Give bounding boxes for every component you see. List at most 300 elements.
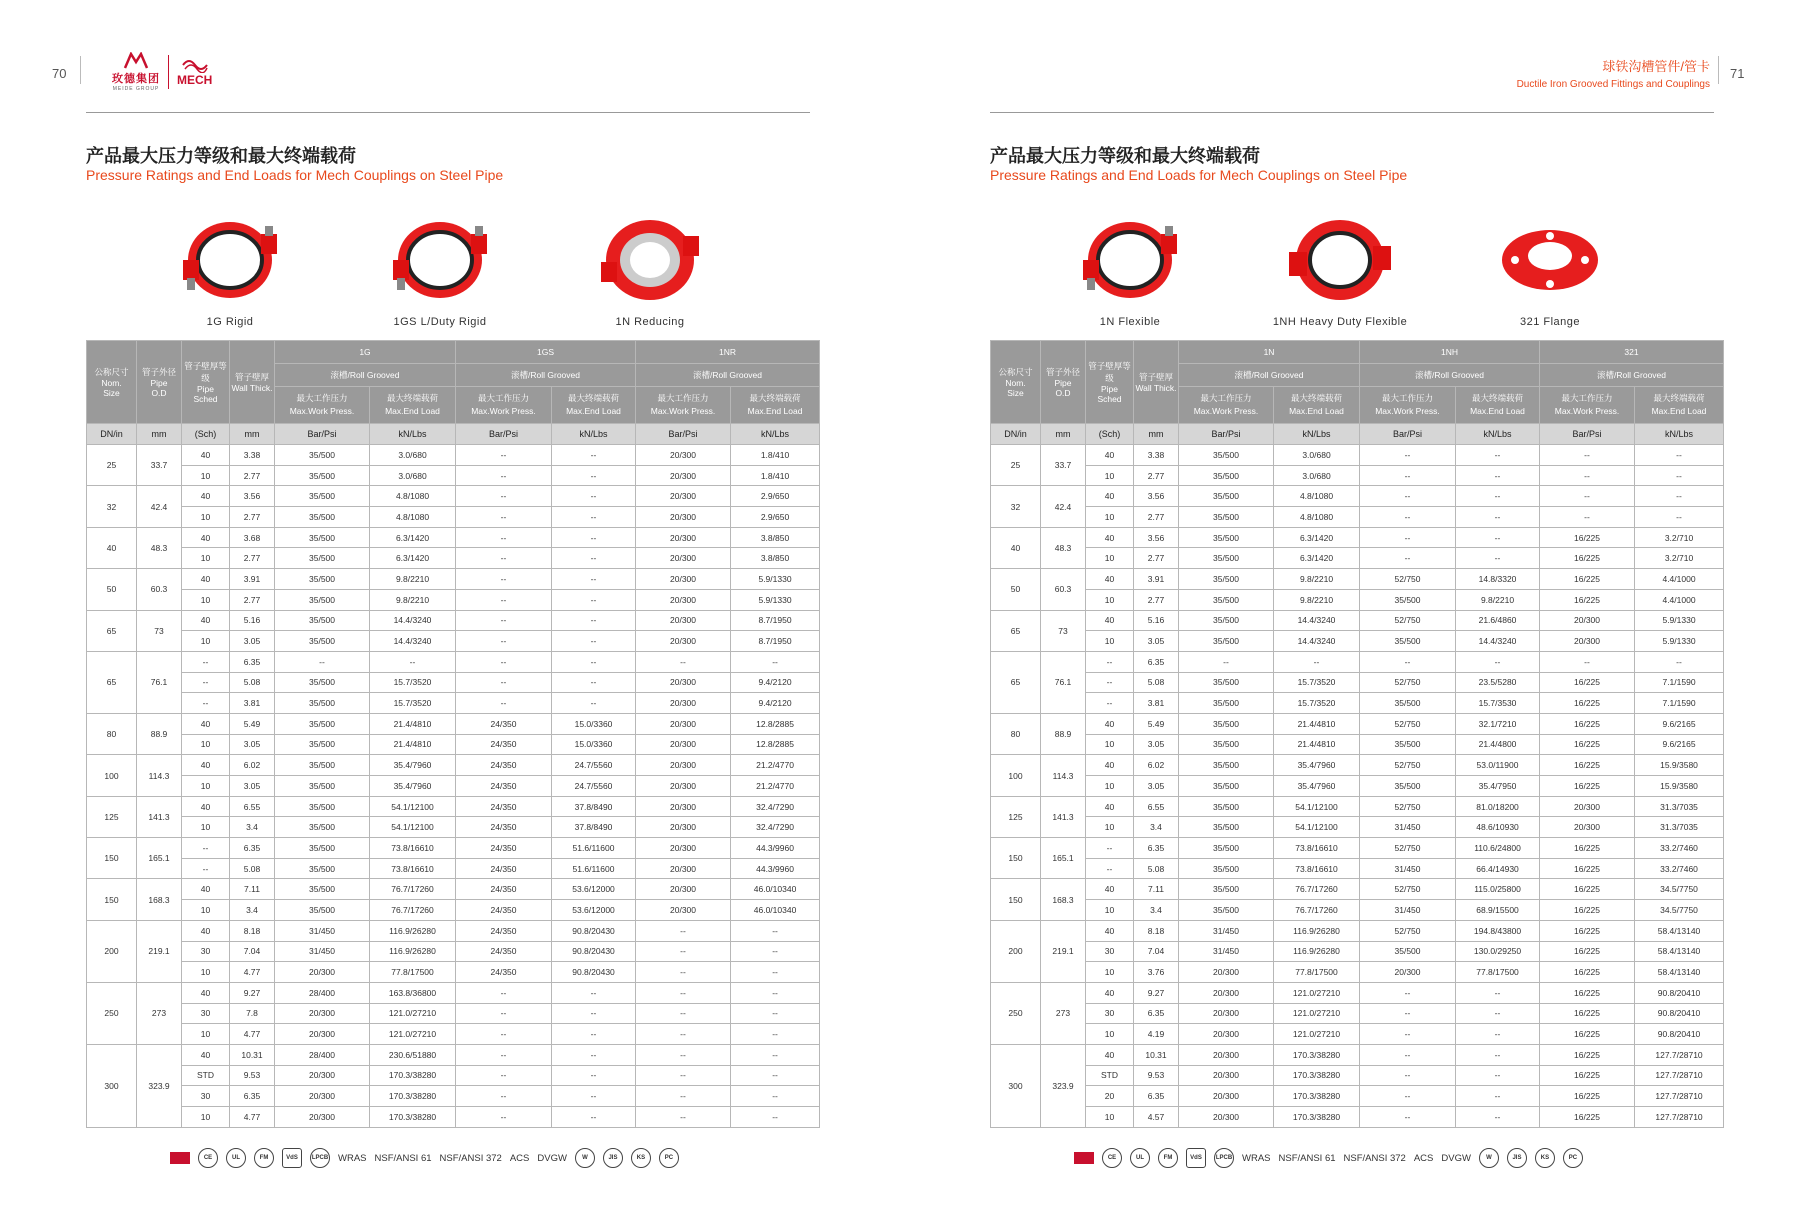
cell-nom-size: 40	[87, 527, 137, 568]
table-cell: 16/225	[1540, 693, 1635, 714]
table-cell: 31.3/7035	[1635, 796, 1724, 817]
unit-cell: Bar/Psi	[636, 424, 731, 445]
cell-nom-size: 100	[87, 755, 137, 796]
table-cell: --	[552, 465, 636, 486]
table-cell: 9.6/2165	[1635, 734, 1724, 755]
header-rule	[990, 112, 1714, 113]
table-cell: 10	[1086, 631, 1134, 652]
coupling-image	[1270, 210, 1410, 310]
table-cell: 40	[182, 982, 230, 1003]
table-cell: 170.3/38280	[1274, 1086, 1360, 1107]
table-cell: 73.8/16610	[1274, 838, 1360, 859]
table-cell: 24/350	[456, 713, 552, 734]
table-cell: 170.3/38280	[370, 1107, 456, 1128]
col-max-load: 最大终端载荷 Max.End Load	[552, 387, 636, 424]
table-body	[87, 445, 820, 1128]
table-cell: 16/225	[1540, 776, 1635, 797]
table-cell: 40	[182, 713, 230, 734]
group-header: 1NR	[636, 341, 820, 364]
table-cell: 40	[1086, 755, 1134, 776]
coupling-image	[1060, 210, 1200, 310]
table-cell: 40	[1086, 445, 1134, 466]
cell-pipe-od: 73	[137, 610, 182, 651]
mech-wave-icon	[181, 57, 209, 73]
table-row	[87, 1044, 820, 1065]
table-cell: --	[1635, 651, 1724, 672]
table-cell: 52/750	[1360, 796, 1456, 817]
table-cell: --	[636, 1003, 731, 1024]
table-cell: 20/300	[636, 610, 731, 631]
col-max-press: 最大工作压力 Max.Work Press.	[1179, 387, 1274, 424]
table-cell: 2.9/650	[731, 507, 820, 528]
table-cell: 16/225	[1540, 1065, 1635, 1086]
heavy-coupling-icon	[1285, 212, 1395, 308]
group-header: 1NH	[1360, 341, 1540, 364]
table-row	[87, 962, 820, 983]
divider	[1718, 56, 1719, 84]
table-cell: 15.9/3580	[1635, 755, 1724, 776]
table-row	[87, 817, 820, 838]
cell-pipe-od: 168.3	[1041, 879, 1086, 920]
unit-cell: kN/Lbs	[1635, 424, 1724, 445]
table-cell: 54.1/12100	[370, 796, 456, 817]
table-cell: --	[552, 1107, 636, 1128]
table-cell: 5.08	[230, 672, 275, 693]
table-cell: --	[636, 1107, 731, 1128]
table-cell: 35/500	[1179, 527, 1274, 548]
cell-pipe-od: 48.3	[137, 527, 182, 568]
table-cell: 20/300	[636, 776, 731, 797]
table-cell: 10	[182, 962, 230, 983]
coupling-icon	[1075, 212, 1185, 308]
table-cell: 21.6/4860	[1456, 610, 1540, 631]
cell-pipe-od: 88.9	[1041, 713, 1086, 754]
table-row	[991, 982, 1724, 1003]
cell-nom-size: 80	[87, 713, 137, 754]
table-cell: 3.4	[1134, 900, 1179, 921]
table-cell: 35/500	[1179, 796, 1274, 817]
table-cell: 2.77	[230, 507, 275, 528]
cell-nom-size: 65	[991, 610, 1041, 651]
certification-mark: VdS	[1186, 1148, 1206, 1168]
table-cell: 35/500	[1179, 838, 1274, 859]
table-cell: 4.57	[1134, 1107, 1179, 1128]
table-cell: --	[1456, 651, 1540, 672]
certification-mark: JIS	[603, 1148, 623, 1168]
coupling-image	[580, 210, 720, 310]
table-cell: 53.0/11900	[1456, 755, 1540, 776]
table-cell: 116.9/26280	[1274, 941, 1360, 962]
cell-nom-size: 200	[991, 920, 1041, 982]
logo-mark-icon	[170, 1152, 190, 1164]
table-cell: 24.7/5560	[552, 755, 636, 776]
cell-pipe-od: 219.1	[137, 920, 182, 982]
table-cell: 24/350	[456, 755, 552, 776]
table-cell: 4.8/1080	[370, 507, 456, 528]
table-cell: 5.16	[1134, 610, 1179, 631]
table-row	[87, 1107, 820, 1128]
table-cell: 10	[1086, 1024, 1134, 1045]
table-row	[991, 755, 1724, 776]
col-max-press: 最大工作压力 Max.Work Press.	[636, 387, 731, 424]
table-cell: 3.4	[230, 817, 275, 838]
cell-nom-size: 250	[991, 982, 1041, 1044]
table-cell: 15.7/3520	[1274, 693, 1360, 714]
table-cell: --	[1635, 507, 1724, 528]
table-cell: 4.77	[230, 1024, 275, 1045]
table-cell: 35/500	[275, 755, 370, 776]
cell-pipe-od: 141.3	[137, 796, 182, 837]
table-cell: 35/500	[275, 610, 370, 631]
certification-mark: NSF/ANSI 372	[439, 1152, 502, 1164]
table-cell: 15.0/3360	[552, 713, 636, 734]
table-cell: 16/225	[1540, 1003, 1635, 1024]
table-cell: 24/350	[456, 920, 552, 941]
table-cell: --	[731, 941, 820, 962]
table-cell: 20/300	[636, 631, 731, 652]
table-body	[991, 445, 1724, 1128]
table-cell: 16/225	[1540, 941, 1635, 962]
table-cell: --	[1360, 486, 1456, 507]
table-cell: 90.8/20430	[552, 962, 636, 983]
table-row	[87, 796, 820, 817]
table-row	[991, 796, 1724, 817]
table-row	[87, 610, 820, 631]
table-cell: 14.8/3320	[1456, 569, 1540, 590]
certification-mark: W	[1479, 1148, 1499, 1168]
table-cell: 40	[1086, 569, 1134, 590]
table-cell: 9.27	[1134, 982, 1179, 1003]
table-cell: --	[1456, 1024, 1540, 1045]
table-cell: 20/300	[636, 569, 731, 590]
roll-grooved-header: 滚槽/Roll Grooved	[636, 364, 820, 387]
table-cell: 30	[182, 1086, 230, 1107]
table-cell: 9.53	[230, 1065, 275, 1086]
table-cell: 32.1/7210	[1456, 713, 1540, 734]
table-cell: --	[1086, 651, 1134, 672]
col-max-load: 最大终端载荷 Max.End Load	[370, 387, 456, 424]
product-caption: 1N Flexible	[1099, 316, 1161, 328]
table-cell: 24/350	[456, 817, 552, 838]
table-cell: 16/225	[1540, 548, 1635, 569]
table-row	[991, 507, 1724, 528]
cell-nom-size: 50	[991, 569, 1041, 610]
table-cell: 194.8/43800	[1456, 920, 1540, 941]
page-number: 70	[52, 66, 67, 81]
table-cell: 6.35	[230, 1086, 275, 1107]
table-cell: 6.35	[1134, 651, 1179, 672]
table-cell: --	[731, 962, 820, 983]
table-cell: --	[456, 1086, 552, 1107]
table-cell: 16/225	[1540, 858, 1635, 879]
certification-mark: ACS	[509, 1152, 530, 1164]
table-cell: 8.7/1950	[731, 631, 820, 652]
table-cell: 20/300	[275, 1003, 370, 1024]
unit-cell: mm	[1041, 424, 1086, 445]
col-pipe-od: 管子外径 Pipe O.D	[1041, 341, 1086, 424]
table-cell: 52/750	[1360, 569, 1456, 590]
table-cell: 16/225	[1540, 755, 1635, 776]
col-max-press: 最大工作压力 Max.Work Press.	[1540, 387, 1635, 424]
table-cell: 35/500	[1179, 879, 1274, 900]
table-cell: 14.4/3240	[1456, 631, 1540, 652]
certification-mark: LPCB	[310, 1148, 330, 1168]
table-row	[991, 838, 1724, 859]
table-cell: 35/500	[1360, 941, 1456, 962]
table-cell: --	[1360, 507, 1456, 528]
table-cell: 52/750	[1360, 920, 1456, 941]
table-cell: 2.77	[230, 465, 275, 486]
certification-mark: PC	[1563, 1148, 1583, 1168]
table-cell: 3.38	[230, 445, 275, 466]
table-row	[991, 1003, 1724, 1024]
table-cell: 5.08	[1134, 672, 1179, 693]
table-cell: 2.77	[230, 589, 275, 610]
certification-mark: PC	[659, 1148, 679, 1168]
group-header: 1N	[1179, 341, 1360, 364]
table-row	[87, 838, 820, 859]
unit-cell: Bar/Psi	[1360, 424, 1456, 445]
table-cell: 6.35	[230, 651, 275, 672]
table-cell: 5.49	[1134, 713, 1179, 734]
roll-grooved-header: 滚槽/Roll Grooved	[1360, 364, 1540, 387]
table-cell: STD	[182, 1065, 230, 1086]
group-header: 1GS	[456, 341, 636, 364]
table-cell: 20/300	[636, 838, 731, 859]
table-row	[991, 445, 1724, 466]
table-cell: 20/300	[636, 713, 731, 734]
table-cell: --	[1360, 548, 1456, 569]
table-row	[991, 465, 1724, 486]
table-cell: --	[1360, 1003, 1456, 1024]
unit-cell: kN/Lbs	[552, 424, 636, 445]
table-cell: 40	[1086, 879, 1134, 900]
table-cell: 14.4/3240	[1274, 610, 1360, 631]
table-cell: 31/450	[275, 941, 370, 962]
table-cell: 90.8/20430	[552, 941, 636, 962]
table-cell: 20/300	[636, 900, 731, 921]
certification-mark: KS	[631, 1148, 651, 1168]
table-row	[87, 507, 820, 528]
table-cell: 121.0/27210	[1274, 982, 1360, 1003]
table-cell: 121.0/27210	[370, 1003, 456, 1024]
table-cell: --	[1456, 1086, 1540, 1107]
table-cell: 4.19	[1134, 1024, 1179, 1045]
divider	[80, 56, 81, 84]
table-cell: --	[731, 651, 820, 672]
table-cell: 35/500	[275, 569, 370, 590]
table-cell: 20/300	[1179, 962, 1274, 983]
table-cell: 16/225	[1540, 569, 1635, 590]
table-cell: 40	[182, 610, 230, 631]
table-cell: --	[1360, 1107, 1456, 1128]
table-cell: --	[1456, 982, 1540, 1003]
unit-cell: kN/Lbs	[1456, 424, 1540, 445]
unit-cell: Bar/Psi	[275, 424, 370, 445]
table-cell: --	[1456, 465, 1540, 486]
table-cell: --	[1360, 651, 1456, 672]
table-cell: 5.9/1330	[731, 589, 820, 610]
cell-pipe-od: 273	[1041, 982, 1086, 1044]
certification-mark: NSF/ANSI 372	[1343, 1152, 1406, 1164]
product-1g	[160, 210, 300, 328]
table-row	[991, 548, 1724, 569]
table-cell: 3.05	[1134, 776, 1179, 797]
table-cell: --	[1086, 838, 1134, 859]
table-cell: --	[731, 982, 820, 1003]
certification-mark: UL	[226, 1148, 246, 1168]
table-cell: 121.0/27210	[1274, 1003, 1360, 1024]
table-cell: 3.05	[1134, 631, 1179, 652]
table-cell: 24/350	[456, 941, 552, 962]
table-cell: --	[731, 1024, 820, 1045]
table-cell: 24/350	[456, 734, 552, 755]
table-cell: 127.7/28710	[1635, 1065, 1724, 1086]
table-cell: --	[552, 527, 636, 548]
table-cell: --	[1360, 445, 1456, 466]
cell-nom-size: 25	[87, 445, 137, 486]
table-cell: 6.55	[1134, 796, 1179, 817]
table-cell: 35/500	[1179, 858, 1274, 879]
table-cell: 14.4/3240	[370, 631, 456, 652]
table-cell: 3.8/850	[731, 527, 820, 548]
table-cell: --	[370, 651, 456, 672]
table-cell: 9.8/2210	[1456, 589, 1540, 610]
flange-icon	[1495, 212, 1605, 308]
table-row	[991, 672, 1724, 693]
table-cell: 20/300	[636, 527, 731, 548]
table-cell: 31.3/7035	[1635, 817, 1724, 838]
table-row	[87, 693, 820, 714]
table-cell: 40	[182, 879, 230, 900]
col-max-press: 最大工作压力 Max.Work Press.	[1360, 387, 1456, 424]
table-cell: --	[1456, 1003, 1540, 1024]
table-cell: 31/450	[1360, 817, 1456, 838]
table-cell: 33.2/7460	[1635, 838, 1724, 859]
cell-pipe-od: 76.1	[1041, 651, 1086, 713]
product-1gs	[370, 210, 510, 328]
product-321	[1480, 210, 1620, 328]
table-cell: --	[1456, 1065, 1540, 1086]
table-row	[87, 631, 820, 652]
table-cell: 24/350	[456, 838, 552, 859]
table-cell: 9.8/2210	[370, 569, 456, 590]
table-cell: 35/500	[1179, 713, 1274, 734]
col-max-load: 最大终端载荷 Max.End Load	[1274, 387, 1360, 424]
table-cell: 31/450	[1360, 900, 1456, 921]
table-cell: 16/225	[1540, 879, 1635, 900]
table-cell: 20/300	[1360, 962, 1456, 983]
cell-pipe-od: 219.1	[1041, 920, 1086, 982]
table-cell: 116.9/26280	[370, 920, 456, 941]
table-cell: 3.91	[1134, 569, 1179, 590]
table-cell: 32.4/7290	[731, 817, 820, 838]
table-cell: 21.4/4810	[370, 713, 456, 734]
table-cell: --	[552, 1086, 636, 1107]
table-cell: 5.08	[1134, 858, 1179, 879]
table-cell: --	[456, 548, 552, 569]
col-pipe-sched: 管子壁厚等级 Pipe Sched	[182, 341, 230, 424]
table-cell: 40	[182, 445, 230, 466]
table-cell: --	[1540, 507, 1635, 528]
table-cell: 20/300	[636, 817, 731, 838]
table-cell: --	[636, 1024, 731, 1045]
table-row	[87, 879, 820, 900]
table-cell: 35/500	[1179, 693, 1274, 714]
table-row	[991, 900, 1724, 921]
table-cell: 52/750	[1360, 838, 1456, 859]
table-cell: 12.8/2885	[731, 734, 820, 755]
cell-nom-size: 250	[87, 982, 137, 1044]
table-cell: 10	[1086, 817, 1134, 838]
certification-bar	[170, 1148, 679, 1168]
table-cell: 5.9/1330	[1635, 610, 1724, 631]
table-cell: 20/300	[275, 1107, 370, 1128]
table-cell: 5.08	[230, 858, 275, 879]
table-cell: 35/500	[1179, 631, 1274, 652]
table-cell: 52/750	[1360, 879, 1456, 900]
table-cell: 35.4/7950	[1456, 776, 1540, 797]
table-row	[87, 858, 820, 879]
table-cell: 110.6/24800	[1456, 838, 1540, 859]
table-cell: 35.4/7960	[1274, 755, 1360, 776]
table-row	[87, 776, 820, 797]
table-cell: --	[552, 507, 636, 528]
table-cell: 21.2/4770	[731, 755, 820, 776]
table-cell: 35/500	[275, 507, 370, 528]
col-max-load: 最大终端载荷 Max.End Load	[731, 387, 820, 424]
certification-mark: FM	[254, 1148, 274, 1168]
table-row	[991, 527, 1724, 548]
table-cell: 35/500	[275, 858, 370, 879]
table-cell: 16/225	[1540, 672, 1635, 693]
table-cell: 31/450	[1179, 941, 1274, 962]
meide-logo-icon	[123, 52, 149, 70]
table-cell: 20/300	[636, 465, 731, 486]
table-row	[991, 1044, 1724, 1065]
table-cell: 6.02	[230, 755, 275, 776]
table-cell: 16/225	[1540, 1044, 1635, 1065]
table-cell: 4.4/1000	[1635, 569, 1724, 590]
page-number: 71	[1730, 66, 1745, 81]
table-cell: --	[456, 486, 552, 507]
cell-nom-size: 100	[991, 755, 1041, 796]
table-cell: 3.05	[230, 776, 275, 797]
certification-mark: KS	[1535, 1148, 1555, 1168]
table-cell: --	[552, 672, 636, 693]
unit-cell: (Sch)	[182, 424, 230, 445]
roll-grooved-header: 滚槽/Roll Grooved	[1179, 364, 1360, 387]
cell-nom-size: 300	[991, 1044, 1041, 1127]
table-cell: 10	[182, 776, 230, 797]
table-cell: 20/300	[1179, 1086, 1274, 1107]
certification-mark: CE	[198, 1148, 218, 1168]
certification-mark: NSF/ANSI 61	[374, 1152, 432, 1164]
unit-cell: Bar/Psi	[456, 424, 552, 445]
certification-mark: CE	[1102, 1148, 1122, 1168]
table-cell: --	[1540, 651, 1635, 672]
table-cell: 35/500	[1179, 445, 1274, 466]
table-cell: 20/300	[275, 1086, 370, 1107]
logo-mark-icon	[1074, 1152, 1094, 1164]
table-cell: 21.4/4810	[370, 734, 456, 755]
product-1nh	[1270, 210, 1410, 328]
table-cell: 10	[182, 631, 230, 652]
table-cell: --	[552, 610, 636, 631]
table-cell: 3.05	[1134, 734, 1179, 755]
table-cell: 40	[1086, 610, 1134, 631]
table-row	[991, 589, 1724, 610]
